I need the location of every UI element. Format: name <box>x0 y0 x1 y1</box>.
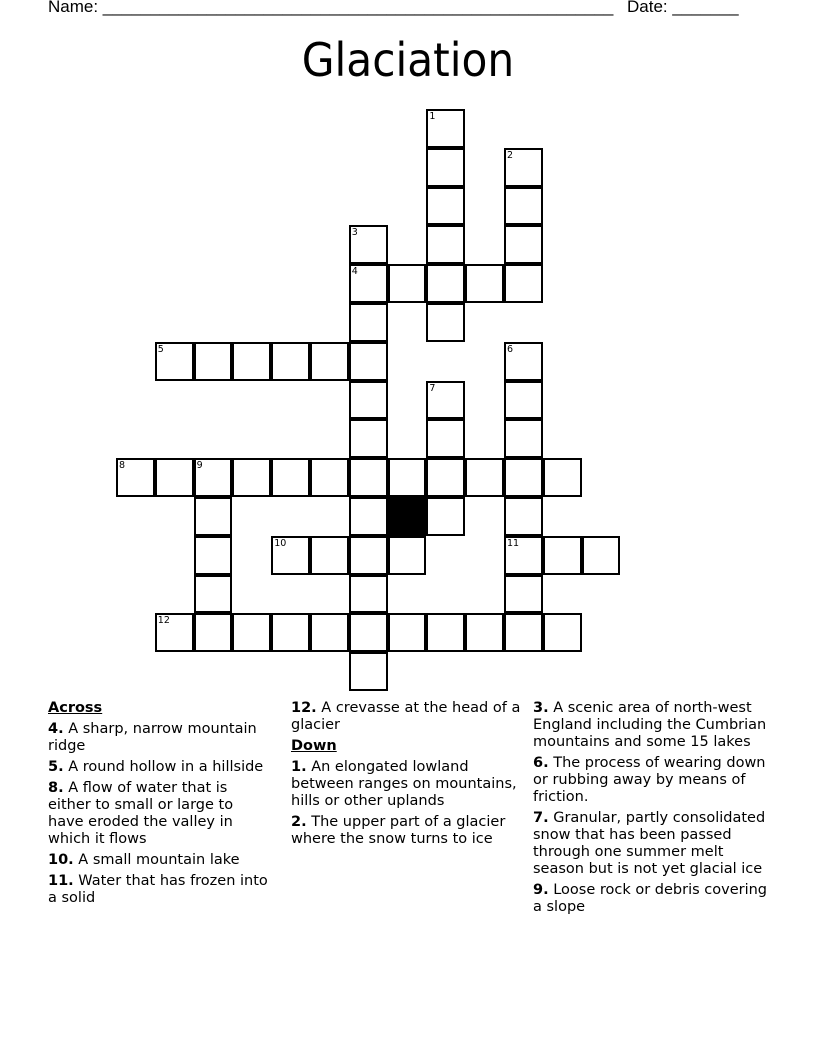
grid-cell[interactable] <box>504 419 543 458</box>
grid-cell[interactable] <box>349 613 388 652</box>
clue-text: A scenic area of north-west England including the Cumbrian mountains and some 15 lakes <box>533 700 767 750</box>
grid-cell[interactable] <box>426 419 465 458</box>
grid-cell[interactable] <box>349 342 388 381</box>
clue-text: A round hollow in a hillside <box>68 759 264 775</box>
clue-number: 12. <box>291 700 317 716</box>
clue-number: 5. <box>48 759 64 775</box>
clue-down-1 <box>291 759 526 810</box>
date-field-label[interactable]: Date: _______ <box>627 0 739 16</box>
clue-down-9 <box>533 882 773 916</box>
cell-number: 9 <box>196 460 203 472</box>
grid-cell[interactable] <box>155 342 194 381</box>
grid-cell[interactable] <box>543 458 582 497</box>
grid-cell[interactable] <box>232 458 271 497</box>
grid-cell[interactable] <box>504 613 543 652</box>
cell-number: 3 <box>351 227 358 239</box>
clues-column-2 <box>291 700 526 852</box>
clue-down-2 <box>291 814 526 848</box>
clue-down-6 <box>533 755 773 806</box>
cell-number: 7 <box>429 382 436 394</box>
grid-cell[interactable] <box>310 458 349 497</box>
clue-across-5 <box>48 759 273 776</box>
grid-cell[interactable] <box>543 536 582 575</box>
clue-number: 1. <box>291 759 307 775</box>
clue-number: 6. <box>533 755 549 771</box>
grid-cell[interactable] <box>582 536 621 575</box>
clues-column-3 <box>533 700 773 920</box>
grid-cell[interactable] <box>349 303 388 342</box>
cell-number: 12 <box>157 615 170 627</box>
grid-cell[interactable] <box>349 575 388 614</box>
clue-text: Loose rock or debris covering a slope <box>533 882 768 915</box>
grid-cell[interactable] <box>543 613 582 652</box>
grid-cell[interactable] <box>426 381 465 420</box>
grid-cell[interactable] <box>426 458 465 497</box>
clue-number: 8. <box>48 780 64 796</box>
clue-down-3 <box>533 700 773 751</box>
clue-text: An elongated lowland between ranges on mountains, hills or other uplands <box>291 759 517 809</box>
grid-cell[interactable] <box>310 342 349 381</box>
grid-cell[interactable] <box>504 148 543 187</box>
grid-cell[interactable] <box>504 187 543 226</box>
grid-cell[interactable] <box>426 497 465 536</box>
black-cell <box>388 497 427 536</box>
clue-text: A flow of water that is either to small or large to have eroded the valley in which it flows <box>48 780 234 847</box>
clue-text: A small mountain lake <box>78 852 240 868</box>
grid-cell[interactable] <box>465 458 504 497</box>
grid-cell[interactable] <box>194 536 233 575</box>
grid-cell[interactable] <box>349 458 388 497</box>
grid-cell[interactable] <box>426 109 465 148</box>
cell-number: 5 <box>157 343 164 355</box>
grid-cell[interactable] <box>271 536 310 575</box>
grid-cell[interactable] <box>426 613 465 652</box>
grid-cell[interactable] <box>504 225 543 264</box>
grid-cell[interactable] <box>194 342 233 381</box>
grid-cell[interactable] <box>504 342 543 381</box>
grid-cell[interactable] <box>504 264 543 303</box>
down-heading: Down <box>291 738 337 754</box>
grid-cell[interactable] <box>310 536 349 575</box>
cell-number: 8 <box>119 460 126 472</box>
grid-cell[interactable] <box>426 187 465 226</box>
grid-cell[interactable] <box>426 264 465 303</box>
grid-cell[interactable] <box>155 613 194 652</box>
cell-number: 1 <box>429 111 436 122</box>
grid-cell[interactable] <box>349 419 388 458</box>
clues-column-1 <box>48 700 273 911</box>
grid-cell[interactable] <box>271 613 310 652</box>
clue-text: Water that has frozen into a solid <box>48 873 268 906</box>
grid-cell[interactable] <box>194 613 233 652</box>
grid-cell[interactable] <box>349 652 388 691</box>
cell-number: 11 <box>507 537 520 549</box>
name-field-label[interactable]: Name: ______________________________________________________ <box>48 0 614 16</box>
clue-text: Granular, partly consolidated snow that has been passed through one summer melt season but is not yet glacial ice <box>533 810 766 877</box>
clue-text: A crevasse at the head of a glacier <box>291 700 521 733</box>
grid-cell[interactable] <box>504 458 543 497</box>
grid-cell[interactable] <box>194 458 233 497</box>
grid-cell[interactable] <box>116 458 155 497</box>
clue-across-10 <box>48 852 273 869</box>
grid-cell[interactable] <box>388 613 427 652</box>
clue-number: 11. <box>48 873 74 889</box>
grid-cell[interactable] <box>426 303 465 342</box>
clue-number: 10. <box>48 852 74 868</box>
grid-cell[interactable] <box>271 342 310 381</box>
clue-number: 9. <box>533 882 549 898</box>
clue-text: A sharp, narrow mountain ridge <box>48 721 257 754</box>
grid-cell[interactable] <box>194 575 233 614</box>
grid-cell[interactable] <box>504 575 543 614</box>
grid-cell[interactable] <box>155 458 194 497</box>
clue-across-4 <box>48 721 273 755</box>
clue-number: 4. <box>48 721 64 737</box>
page-title: Glaciation <box>301 33 515 87</box>
grid-cell[interactable] <box>349 497 388 536</box>
clue-number: 7. <box>533 810 549 826</box>
clue-number: 3. <box>533 700 549 716</box>
cell-number: 6 <box>507 343 514 355</box>
grid-cell[interactable] <box>465 264 504 303</box>
clue-across-12 <box>291 700 526 734</box>
grid-cell[interactable] <box>349 381 388 420</box>
grid-cell[interactable] <box>388 264 427 303</box>
grid-cell[interactable] <box>504 381 543 420</box>
grid-cell[interactable] <box>465 613 504 652</box>
grid-cell[interactable] <box>194 497 233 536</box>
grid-cell[interactable] <box>426 148 465 187</box>
clue-across-11 <box>48 873 273 907</box>
grid-cell[interactable] <box>232 613 271 652</box>
grid-cell[interactable] <box>349 536 388 575</box>
clue-text: The upper part of a glacier where the snow turns to ice <box>291 814 506 847</box>
grid-cell[interactable] <box>271 458 310 497</box>
clue-number: 2. <box>291 814 307 830</box>
clue-text: The process of wearing down or rubbing away by means of friction. <box>533 755 766 805</box>
cell-number: 4 <box>351 266 358 278</box>
grid-cell[interactable] <box>426 225 465 264</box>
clue-across-8 <box>48 780 273 848</box>
grid-cell[interactable] <box>310 613 349 652</box>
grid-cell[interactable] <box>349 225 388 264</box>
cell-number: 2 <box>507 149 514 161</box>
grid-cell[interactable] <box>349 264 388 303</box>
clue-down-7 <box>533 810 773 878</box>
grid-cell[interactable] <box>388 458 427 497</box>
cell-number: 10 <box>274 537 287 549</box>
grid-cell[interactable] <box>388 536 427 575</box>
grid-cell[interactable] <box>504 536 543 575</box>
grid-cell[interactable] <box>232 342 271 381</box>
across-heading: Across <box>48 700 103 716</box>
grid-cell[interactable] <box>504 497 543 536</box>
